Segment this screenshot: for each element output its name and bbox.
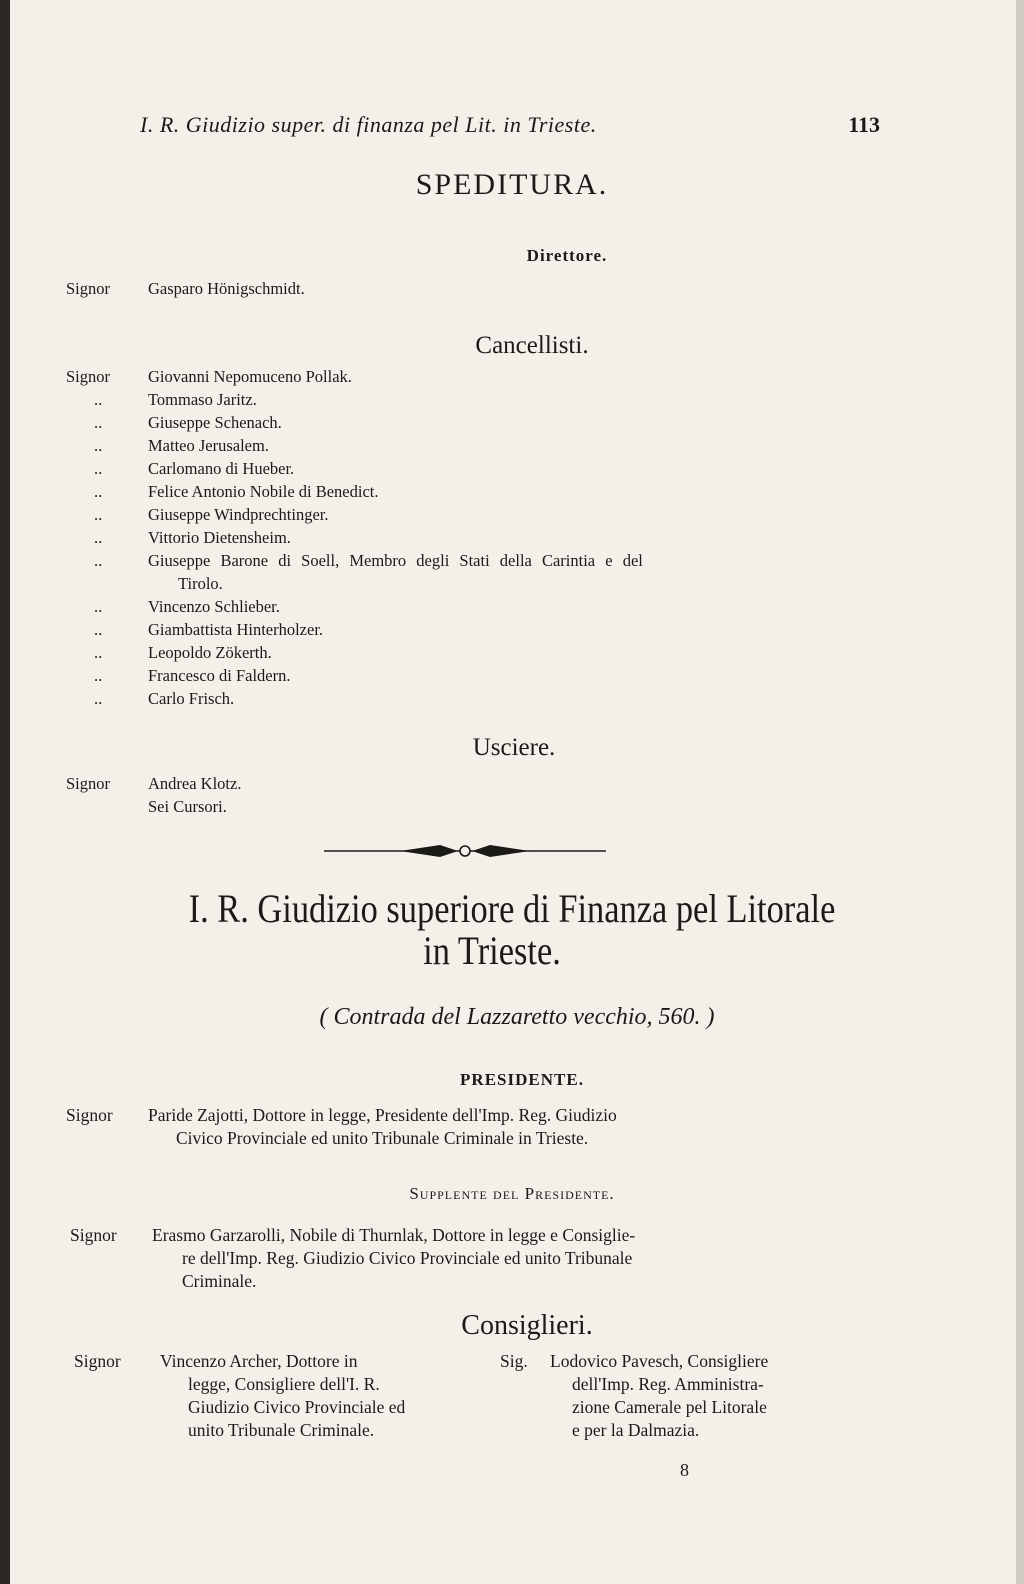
person-name: Carlomano di Hueber. [148, 459, 295, 478]
entry-line: e per la Dalmazia. [572, 1420, 700, 1440]
title-line-2: in Trieste. [423, 928, 561, 973]
running-header [140, 112, 880, 144]
person-name: Giuseppe Schenach. [148, 413, 282, 432]
person-name: Francesco di Faldern. [148, 666, 291, 685]
person-name: Gasparo Hönigschmidt. [148, 279, 305, 298]
sig-label: Sig. [500, 1351, 528, 1371]
person-name: Felice Antonio Nobile di Benedict. [148, 482, 379, 501]
heading-consiglieri: Consiglieri. [461, 1310, 593, 1341]
person-name: Vittorio Dietensheim. [148, 528, 291, 547]
heading-presidente: PRESIDENTE. [460, 1070, 584, 1089]
ditto-mark: .. [94, 459, 103, 478]
signor-label: Signor [66, 1105, 113, 1125]
heading-cancellisti: Cancellisti. [475, 332, 589, 359]
signor-label: Signor [66, 367, 111, 386]
address: ( Contrada del Lazzaretto vecchio, 560. ) [319, 1004, 715, 1030]
signor-label: Signor [74, 1351, 121, 1371]
cursori-note: Sei Cursori. [148, 797, 227, 816]
entry-line: Vincenzo Archer, Dottore in [160, 1351, 358, 1371]
signature-mark: 8 [680, 1460, 689, 1480]
running-title: I. R. Giudizio super. di finanza pel Lit. in Trieste. [140, 112, 597, 137]
ornamental-divider [320, 838, 610, 862]
ditto-mark: .. [94, 597, 103, 616]
person-name: Andrea Klotz. [148, 774, 242, 793]
ditto-mark: .. [94, 413, 103, 432]
consigliere-left [74, 1350, 494, 1450]
title-line-1: I. R. Giudizio superiore di Finanza pel Litorale [188, 886, 836, 931]
ditto-mark: .. [94, 689, 103, 708]
person-name: Matteo Jerusalem. [148, 436, 269, 455]
ditto-mark: .. [94, 551, 103, 570]
heading-usciere: Usciere. [472, 734, 556, 761]
entry-line: Paride Zajotti, Dottore in legge, Presidente dell'Imp. Reg. Giudizio [148, 1105, 617, 1125]
person-name: Giambattista Hinterholzer. [148, 620, 324, 639]
person-name: Carlo Frisch. [148, 689, 235, 708]
section-title-speditura: SPEDITURA. [415, 168, 609, 201]
entry-line: Civico Provinciale ed unito Tribunale Criminale in Trieste. [176, 1128, 589, 1148]
ditto-mark: .. [94, 666, 103, 685]
person-name: Giovanni Nepomuceno Pollak. [148, 367, 352, 386]
person-name: Giuseppe Barone di Soell, Membro degli Stati della Carintia e del [148, 551, 643, 570]
entry-line: unito Tribunale Criminale. [188, 1420, 375, 1440]
entry-line: Giudizio Civico Provinciale ed [188, 1397, 406, 1417]
person-name: Tommaso Jaritz. [148, 390, 257, 409]
ditto-mark: .. [94, 505, 103, 524]
entry-line: Criminale. [182, 1271, 257, 1291]
ditto-mark: .. [94, 436, 103, 455]
ditto-mark: .. [94, 482, 103, 501]
entry-line: legge, Consigliere dell'I. R. [188, 1374, 380, 1394]
ditto-mark: .. [94, 528, 103, 547]
signor-label: Signor [70, 1225, 117, 1245]
heading-supplente: Supplente del Presidente. [409, 1184, 615, 1203]
entry-line: re dell'Imp. Reg. Giudizio Civico Provinciale ed unito Tribunale [182, 1248, 633, 1268]
entry-line: Erasmo Garzarolli, Nobile di Thurnlak, Dottore in legge e Consiglie- [152, 1225, 636, 1245]
signor-label: Signor [66, 279, 111, 298]
ditto-mark: .. [94, 643, 103, 662]
ditto-mark: .. [94, 390, 103, 409]
entry-line: Lodovico Pavesch, Consigliere [550, 1351, 769, 1371]
presidente-entry [66, 1104, 866, 1154]
entry-line: dell'Imp. Reg. Amministra- [572, 1374, 764, 1394]
person-name: Vincenzo Schlieber. [148, 597, 280, 616]
supplente-entry [70, 1224, 870, 1296]
page-number: 113 [848, 112, 880, 137]
section-title-giudizio [0, 888, 1024, 972]
page-binding-edge [0, 0, 10, 1584]
heading-direttore: Direttore. [526, 246, 608, 265]
person-name: Leopoldo Zökerth. [148, 643, 272, 662]
continuation-text: Tirolo. [178, 574, 223, 593]
page-right-edge [1016, 0, 1024, 1584]
ditto-mark: .. [94, 620, 103, 639]
consigliere-right [500, 1350, 860, 1450]
signor-label: Signor [66, 774, 111, 793]
person-name: Giuseppe Windprechtinger. [148, 505, 329, 524]
entry-line: zione Camerale pel Litorale [572, 1397, 767, 1417]
